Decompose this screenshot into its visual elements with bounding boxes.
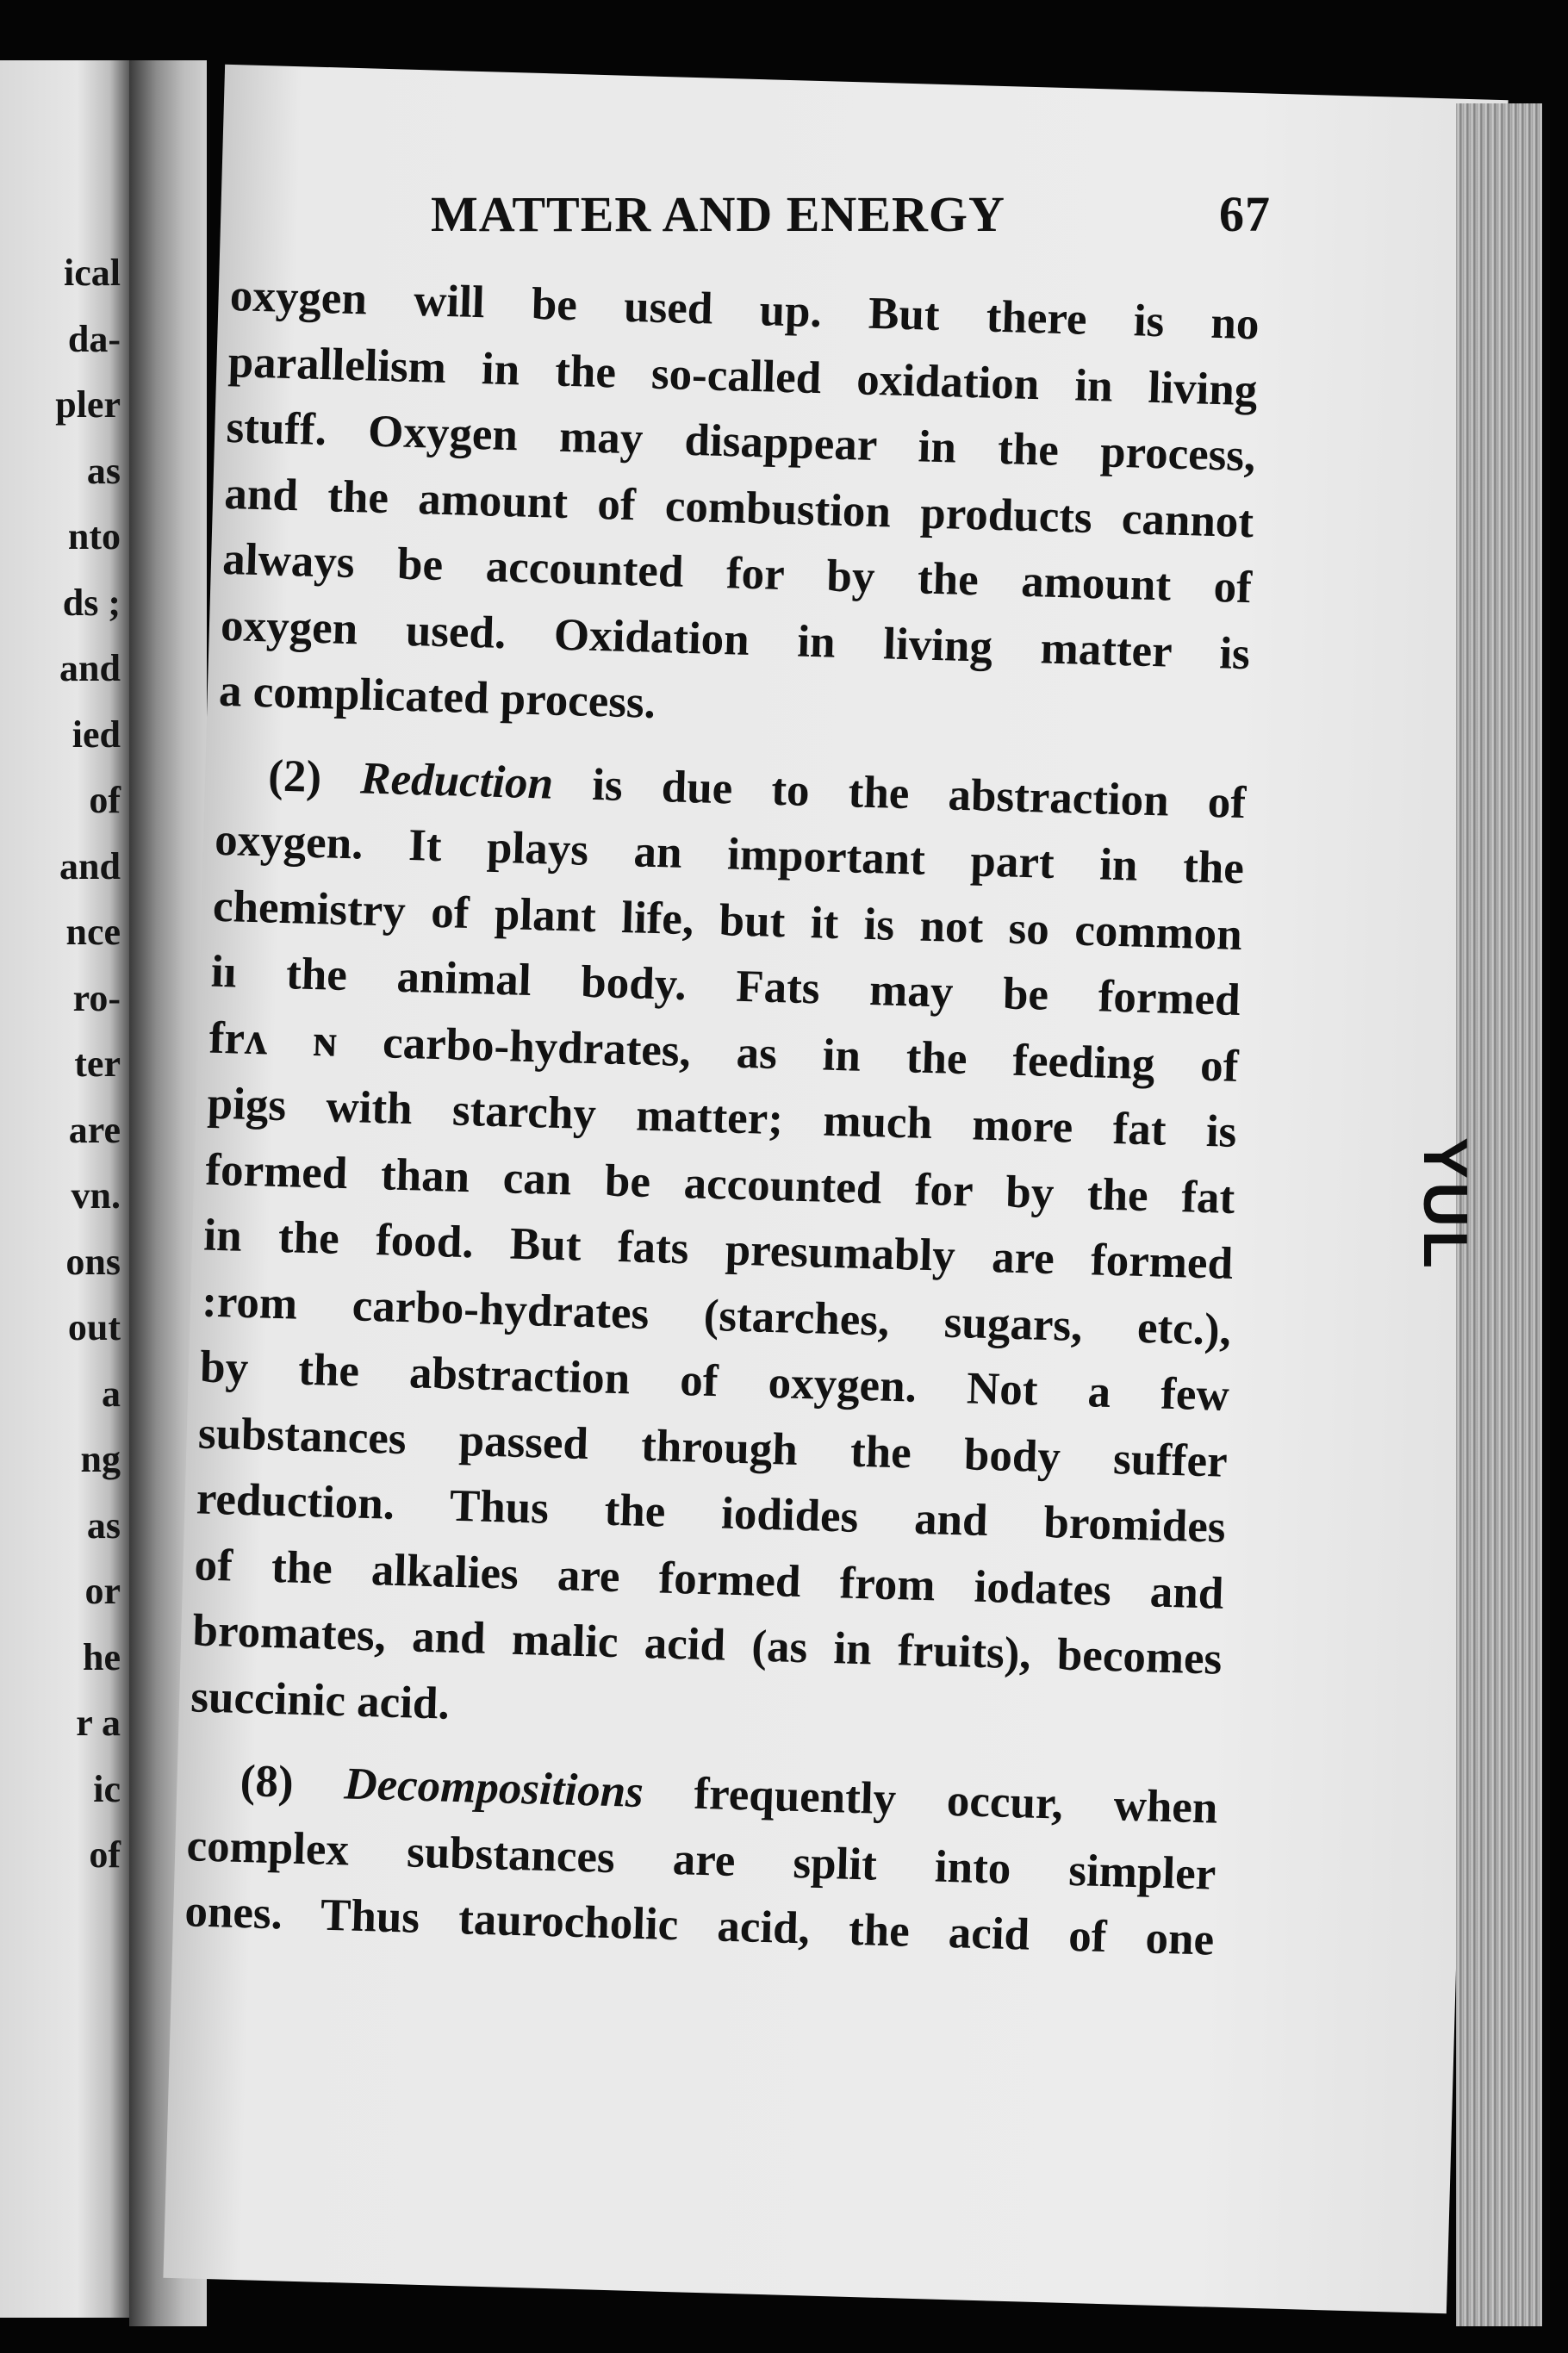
- facing-page-fragment: ied: [72, 713, 121, 756]
- running-head: [237, 185, 1271, 243]
- text-line: succinic acid.: [190, 1671, 451, 1729]
- text-line: complex substances are split into simpler: [185, 1820, 1217, 1900]
- paragraph-term: Reduction: [359, 752, 554, 809]
- text-line: ones. Thus taurocholic acid, the acid of one: [184, 1886, 1215, 1965]
- facing-page-fragment: of: [89, 1833, 121, 1876]
- text-line: :rom carbo-hydrates (starches, sugars, etc.),: [201, 1276, 1232, 1355]
- facing-page-fragment: ter: [74, 1043, 121, 1085]
- text-line: of the alkalies are formed from iodates and: [193, 1539, 1225, 1619]
- facing-page-fragment: as: [86, 449, 121, 492]
- facing-page-fragment: ng: [80, 1438, 121, 1480]
- facing-page-fragment: he: [83, 1635, 121, 1678]
- facing-page-fragment: ons: [65, 1240, 121, 1283]
- paragraph-number: (8): [239, 1756, 295, 1808]
- facing-page-fragment: out: [67, 1306, 121, 1348]
- facing-page-fragment: and: [59, 647, 121, 689]
- text-line: oxygen will be used up. But there is no: [229, 270, 1260, 350]
- facing-page-fragment: ic: [93, 1767, 121, 1810]
- text-line: pigs with starchy matter; much more fat is: [206, 1078, 1238, 1157]
- text-line: by the abstraction of oxygen. Not a few: [199, 1341, 1230, 1421]
- page-number: 67: [1219, 186, 1271, 242]
- facing-page-fragment: nce: [65, 911, 121, 953]
- text-line: bromates, and malic acid (as in fruits), becomes: [191, 1605, 1223, 1684]
- paragraph-term: Decompositions: [343, 1759, 644, 1818]
- facing-page: [0, 60, 129, 2318]
- text-line: frʌ ɴ carbo-hydrates, as in the feeding of: [208, 1012, 1240, 1092]
- library-stamp: YUL: [1410, 1137, 1479, 1272]
- facing-page-fragment: ical: [64, 252, 121, 294]
- facing-page-fragment: are: [68, 1108, 121, 1151]
- text-line-rest: is due to the abstraction of: [591, 759, 1247, 828]
- text-line: chemistry of plant life, but it is not so common: [212, 881, 1243, 960]
- paragraph-number: (2): [267, 750, 323, 802]
- facing-page-fragment: vn.: [71, 1174, 121, 1217]
- facing-page-fragment: ds ;: [62, 581, 121, 624]
- facing-page-fragment: or: [84, 1570, 121, 1612]
- text-line: a complicated process.: [218, 665, 656, 728]
- facing-page-fragment: r a: [76, 1702, 121, 1744]
- text-line: reduction. Thus the iodides and bromides: [196, 1473, 1227, 1553]
- text-line-rest: frequently occur, when: [693, 1768, 1219, 1833]
- text-line: formed than can be accounted for by the fat: [204, 1144, 1235, 1223]
- facing-page-fragment: a: [102, 1372, 121, 1415]
- text-line: oxygen used. Oxidation in living matter is: [220, 600, 1251, 679]
- text-line: in the food. But fats presumably are formed: [202, 1210, 1234, 1289]
- text-line: parallelism in the so-called oxidation in living: [227, 336, 1259, 415]
- facing-page-fragment: pler: [55, 383, 121, 426]
- page-title: MATTER AND ENERGY: [431, 186, 1005, 242]
- text-line: and the amount of combustion products cannot: [223, 468, 1254, 547]
- text-line: oxygen. It plays an important part in the: [214, 814, 1245, 894]
- facing-page-fragment: nto: [67, 515, 121, 557]
- facing-page-fragment: ro-: [72, 976, 121, 1019]
- facing-page-fragment: da-: [67, 317, 121, 360]
- facing-page-fragment: of: [89, 779, 121, 821]
- text-line: iı the animal body. Fats may be formed: [210, 946, 1241, 1026]
- facing-page-fragment: and: [59, 844, 121, 887]
- body-text: [184, 263, 1260, 1973]
- facing-page-fragment: as: [86, 1503, 121, 1547]
- text-line: substances passed through the body suffer: [197, 1407, 1229, 1487]
- text-line: stuff. Oxygen may disappear in the process,: [225, 402, 1257, 482]
- text-line: always be accounted for by the amount of: [221, 533, 1253, 613]
